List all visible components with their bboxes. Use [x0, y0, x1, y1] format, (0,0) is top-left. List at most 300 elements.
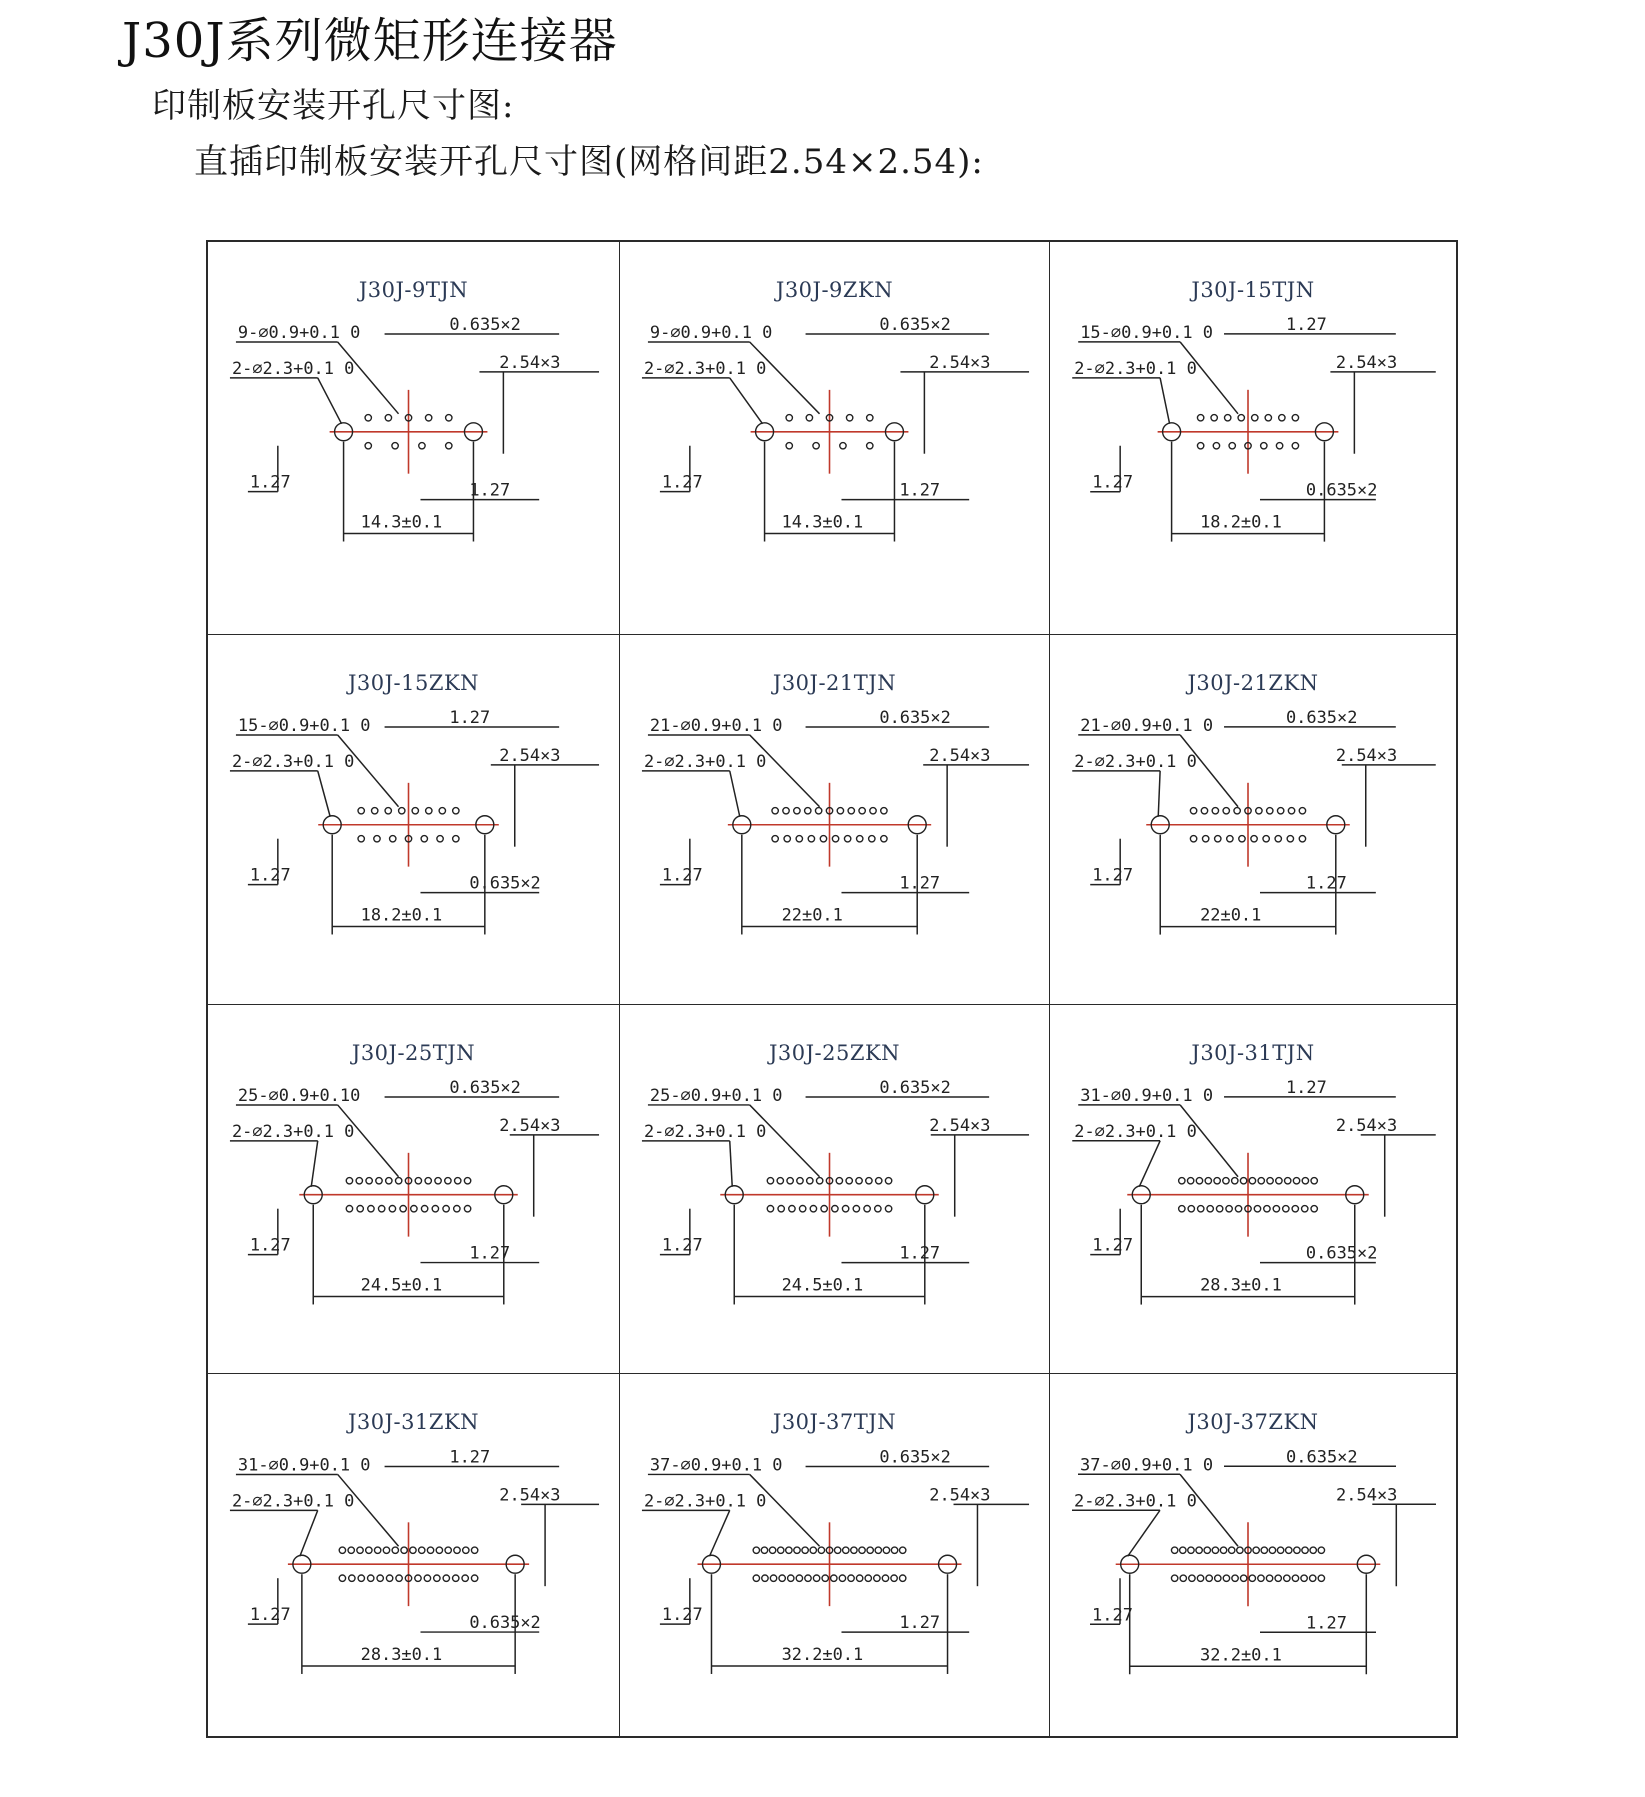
pin-hole [366, 1178, 372, 1184]
model-label: J30J-15ZKN [347, 670, 480, 695]
model-label: J30J-37TJN [772, 1409, 897, 1434]
pin-hole [424, 1575, 430, 1581]
pin-hole [777, 1178, 783, 1184]
pin-hole [1253, 1547, 1259, 1553]
pin-hole [1196, 1547, 1202, 1553]
pin-hole [1235, 1206, 1241, 1212]
pitch-dimension: 0.635×2 [1285, 707, 1358, 728]
leader-line [730, 770, 740, 816]
pin-hole [1264, 1206, 1270, 1212]
model-label: J30J-25TJN [351, 1041, 476, 1066]
pin-hole [439, 807, 445, 813]
pin-hole [1310, 1575, 1316, 1581]
pin-hole [399, 807, 405, 813]
pin-hole-label: 9-⌀0.9+0.1 0 [649, 321, 773, 342]
leader-line [300, 1510, 318, 1556]
mount-hole-label: 2-⌀2.3+0.1 0 [1074, 1121, 1197, 1142]
mount-hole-label: 2-⌀2.3+0.1 0 [643, 357, 767, 378]
model-label: J30J-25ZKN [768, 1041, 901, 1066]
pitch-dimension: 0.635×2 [879, 1445, 951, 1466]
pin-hole [885, 1206, 891, 1212]
pin-hole [358, 807, 364, 813]
pin-hole [1292, 1206, 1298, 1212]
left-offset-dimension: 1.27 [1092, 1604, 1133, 1625]
pin-hole [787, 1178, 793, 1184]
pin-hole [810, 1206, 816, 1212]
mount-hole-label: 2-⌀2.3+0.1 0 [643, 750, 767, 771]
pin-hole [1276, 1178, 1282, 1184]
pin-hole [348, 1547, 354, 1553]
pin-hole [1254, 1206, 1260, 1212]
pin-hole [794, 807, 800, 813]
pin-hole [848, 1575, 854, 1581]
pin-hole [1204, 1547, 1210, 1553]
pin-hole [1292, 415, 1298, 421]
pin-hole [846, 415, 852, 421]
pin-hole [1201, 807, 1207, 813]
pitch-dimension: 1.27 [449, 706, 491, 727]
pin-hole [1225, 415, 1231, 421]
pin-hole [864, 1206, 870, 1212]
pin-hole [432, 1206, 438, 1212]
pin-hole [1206, 1575, 1212, 1581]
leader-line [311, 1141, 317, 1187]
pin-hole [1318, 1547, 1324, 1553]
pin-hole [899, 1575, 905, 1581]
pin-hole [1205, 1178, 1211, 1184]
pin-hole [357, 1547, 363, 1553]
pin-hole [415, 1575, 421, 1581]
pin-hole [1299, 807, 1305, 813]
pin-hole [471, 1547, 477, 1553]
left-offset-dimension: 1.27 [249, 471, 291, 492]
pin-hole-label: 21-⌀0.9+0.1 0 [649, 714, 783, 735]
pin-hole [1267, 1178, 1273, 1184]
overall-dimension: 18.2±0.1 [1200, 512, 1282, 533]
model-label: J30J-15TJN [1191, 278, 1315, 302]
pin-hole [1275, 835, 1281, 841]
diagram-cell [620, 635, 1050, 1006]
pin-hole-label: 31-⌀0.9+0.1 0 [1080, 1085, 1214, 1106]
pin-hole [806, 415, 812, 421]
pin-hole [1229, 1547, 1235, 1553]
pin-hole [891, 1547, 897, 1553]
pin-hole [464, 1206, 470, 1212]
right-offset-dimension: 1.27 [899, 1611, 941, 1632]
pin-hole [851, 1547, 857, 1553]
pin-hole [365, 443, 371, 449]
leader-line [730, 1141, 732, 1187]
pin-hole [1311, 1178, 1317, 1184]
pin-hole [753, 1547, 759, 1553]
pin-hole [1198, 1206, 1204, 1212]
pin-hole [867, 1547, 873, 1553]
overall-dimension: 32.2±0.1 [781, 1643, 864, 1664]
right-offset-dimension: 0.635×2 [469, 872, 541, 893]
pin-hole [1227, 835, 1233, 841]
pin-hole [789, 1206, 795, 1212]
right-offset-dimension: 1.27 [899, 872, 941, 893]
pin-hole [454, 1206, 460, 1212]
leader-line [730, 378, 763, 424]
overall-dimension: 28.3±0.1 [1200, 1275, 1282, 1296]
pin-hole [1294, 1547, 1300, 1553]
pin-hole [856, 1575, 862, 1581]
pin-hole [799, 1206, 805, 1212]
pin-hole [1265, 415, 1271, 421]
pin-hole [1240, 1575, 1246, 1581]
pin-hole [1261, 443, 1267, 449]
pin-hole [1288, 807, 1294, 813]
pin-hole [813, 443, 819, 449]
pin-hole [425, 1178, 431, 1184]
hole-diagram [1050, 635, 1456, 1005]
pin-hole [1238, 415, 1244, 421]
pin-hole [385, 807, 391, 813]
pin-hole [358, 835, 364, 841]
pin-hole [802, 1547, 808, 1553]
pin-hole [383, 1547, 389, 1553]
mount-hole-label: 2-⌀2.3+0.1 0 [231, 750, 355, 771]
row-span-dimension: 2.54×3 [929, 1114, 991, 1135]
pin-hole [786, 1547, 792, 1553]
pin-hole-label: 9-⌀0.9+0.1 0 [237, 322, 361, 343]
pin-hole [1249, 1575, 1255, 1581]
pin-hole [875, 1547, 881, 1553]
pin-hole [411, 1206, 417, 1212]
pin-hole [891, 1575, 897, 1581]
row-span-dimension: 2.54×3 [499, 351, 561, 372]
pin-hole [445, 1547, 451, 1553]
leader-line [1160, 378, 1169, 424]
right-offset-dimension: 1.27 [1305, 873, 1347, 894]
pin-hole [368, 1575, 374, 1581]
right-offset-dimension: 0.635×2 [1305, 480, 1378, 501]
pin-hole [443, 1575, 449, 1581]
right-offset-dimension: 1.27 [899, 479, 941, 500]
row-span-dimension: 2.54×3 [929, 744, 991, 765]
pin-hole [797, 1178, 803, 1184]
pin-hole [796, 1575, 802, 1581]
pin-hole [778, 1547, 784, 1553]
pin-hole [378, 1206, 384, 1212]
pin-hole [767, 1178, 773, 1184]
pin-hole [1240, 1178, 1246, 1184]
pin-hole [831, 1575, 837, 1581]
row-span-dimension: 2.54×3 [499, 1114, 561, 1135]
pin-hole [837, 807, 843, 813]
pin-hole [1239, 835, 1245, 841]
pin-hole [1276, 443, 1282, 449]
pin-hole [1220, 1547, 1226, 1553]
pin-hole [772, 835, 778, 841]
pin-hole [816, 1178, 822, 1184]
hole-diagram [208, 1005, 619, 1372]
pin-hole [805, 807, 811, 813]
pin-hole [885, 1178, 891, 1184]
diagram-cell [208, 635, 620, 1006]
pin-hole [357, 1206, 363, 1212]
pin-hole [761, 1547, 767, 1553]
mount-hole-label: 2-⌀2.3+0.1 0 [643, 1489, 767, 1510]
pin-hole [358, 1575, 364, 1581]
pin-hole [471, 1575, 477, 1581]
left-offset-dimension: 1.27 [661, 1603, 703, 1624]
mount-hole-label: 2-⌀2.3+0.1 0 [643, 1120, 767, 1141]
leader-line [1158, 770, 1160, 816]
pin-hole [401, 1547, 407, 1553]
pin-hole [390, 835, 396, 841]
pin-hole [813, 1575, 819, 1581]
pin-hole [899, 1547, 905, 1553]
pin-hole [779, 1575, 785, 1581]
pin-hole [783, 807, 789, 813]
left-offset-dimension: 1.27 [1092, 865, 1134, 886]
overall-dimension: 22±0.1 [781, 904, 843, 925]
pin-hole [1279, 415, 1285, 421]
diagram-cell [1050, 1005, 1456, 1373]
pin-hole [1251, 835, 1257, 841]
pin-hole [1202, 835, 1208, 841]
pin-hole [1180, 1547, 1186, 1553]
pin-hole [434, 1575, 440, 1581]
pitch-dimension: 1.27 [449, 1445, 491, 1466]
pin-hole [1232, 1178, 1238, 1184]
pin-hole [882, 1575, 888, 1581]
row-span-dimension: 2.54×3 [1335, 745, 1398, 766]
pin-hole [865, 1575, 871, 1581]
pin-hole [842, 1206, 848, 1212]
left-offset-dimension: 1.27 [661, 864, 703, 885]
pin-hole [1215, 835, 1221, 841]
row-span-dimension: 2.54×3 [929, 1483, 991, 1504]
pin-hole [788, 1575, 794, 1581]
diagram-grid [206, 240, 1458, 1738]
pin-hole [464, 1178, 470, 1184]
overall-dimension: 18.2±0.1 [360, 904, 443, 925]
pin-hole [425, 415, 431, 421]
pin-hole [1223, 807, 1229, 813]
pin-hole [1302, 1547, 1308, 1553]
pitch-dimension: 1.27 [1285, 314, 1327, 335]
pin-hole [874, 1575, 880, 1581]
left-offset-dimension: 1.27 [1092, 472, 1134, 493]
pin-hole [876, 1178, 882, 1184]
mount-hole-label: 2-⌀2.3+0.1 0 [231, 1489, 355, 1510]
pin-hole [1261, 1547, 1267, 1553]
overall-dimension: 24.5±0.1 [360, 1274, 443, 1295]
pin-hole [762, 1575, 768, 1581]
pin-hole [453, 807, 459, 813]
leader-line [1139, 1141, 1160, 1187]
pin-hole [859, 1547, 865, 1553]
diagram-cell [1050, 635, 1456, 1006]
model-label: J30J-31TJN [1191, 1041, 1315, 1066]
pin-hole [1277, 1547, 1283, 1553]
pin-hole [1223, 1178, 1229, 1184]
hole-diagram [1050, 1005, 1456, 1372]
leader-line [318, 378, 342, 424]
pin-hole [453, 835, 459, 841]
pin-hole [875, 1206, 881, 1212]
hole-diagram [1050, 242, 1456, 634]
pin-hole [815, 807, 821, 813]
right-offset-dimension: 0.635×2 [1305, 1243, 1378, 1264]
pin-hole [1318, 1575, 1324, 1581]
model-label: J30J-37ZKN [1187, 1409, 1319, 1434]
pin-hole [1188, 1547, 1194, 1553]
pin-hole [356, 1178, 362, 1184]
pin-hole [836, 1178, 842, 1184]
pin-hole [834, 1547, 840, 1553]
left-offset-dimension: 1.27 [661, 1234, 703, 1255]
pin-hole [821, 1206, 827, 1212]
pin-hole [339, 1547, 345, 1553]
pin-hole [881, 835, 887, 841]
pin-hole [883, 1547, 889, 1553]
left-offset-dimension: 1.27 [1092, 1235, 1134, 1256]
pin-hole [1187, 1178, 1193, 1184]
pin-hole [339, 1575, 345, 1581]
pin-hole [772, 807, 778, 813]
pin-hole [349, 1575, 355, 1581]
diagram-cell [208, 1005, 620, 1373]
pin-hole [1234, 807, 1240, 813]
pin-hole [412, 807, 418, 813]
hole-diagram [620, 242, 1049, 634]
pin-hole-label: 31-⌀0.9+0.1 0 [237, 1453, 371, 1474]
pin-hole [867, 415, 873, 421]
pin-hole [1311, 1206, 1317, 1212]
pin-hole [805, 1575, 811, 1581]
pin-hole [377, 1575, 383, 1581]
pin-hole [421, 835, 427, 841]
pin-hole [445, 1178, 451, 1184]
pin-hole [848, 807, 854, 813]
right-offset-dimension: 0.635×2 [469, 1611, 541, 1632]
mount-hole-label: 2-⌀2.3+0.1 0 [1074, 751, 1197, 772]
pin-hole [1275, 1575, 1281, 1581]
pin-hole [786, 443, 792, 449]
pin-hole [1269, 1547, 1275, 1553]
overall-dimension: 14.3±0.1 [781, 511, 864, 532]
pitch-dimension: 0.635×2 [449, 1076, 521, 1097]
row-span-dimension: 2.54×3 [1336, 1484, 1398, 1505]
page-title: J30J系列微矩形连接器 [122, 13, 618, 69]
leader-line [318, 770, 330, 816]
pin-hole-label: 25-⌀0.9+0.1 0 [649, 1084, 783, 1105]
overall-dimension: 32.2±0.1 [1200, 1644, 1282, 1665]
mount-hole-label: 2-⌀2.3+0.1 0 [1074, 358, 1197, 379]
pin-hole [840, 443, 846, 449]
diagram-cell [620, 1374, 1050, 1737]
pin-hole [1293, 1178, 1299, 1184]
pin-hole [769, 1547, 775, 1553]
pin-hole [1212, 1547, 1218, 1553]
pin-hole [844, 835, 850, 841]
model-label: J30J-31ZKN [347, 1409, 480, 1434]
pin-hole [786, 415, 792, 421]
overall-dimension: 22±0.1 [1200, 905, 1262, 926]
right-offset-dimension: 1.27 [469, 479, 511, 500]
pin-hole [1171, 1547, 1177, 1553]
left-offset-dimension: 1.27 [661, 471, 703, 492]
pin-hole [372, 807, 378, 813]
pin-hole [454, 1547, 460, 1553]
pitch-dimension: 1.27 [1285, 1077, 1327, 1098]
pin-hole [436, 1547, 442, 1553]
hole-diagram [208, 242, 619, 634]
pitch-dimension: 0.635×2 [449, 314, 521, 335]
pin-hole [1292, 1575, 1298, 1581]
pin-hole [1277, 807, 1283, 813]
pin-hole-label: 21-⌀0.9+0.1 0 [1080, 715, 1214, 736]
pin-hole [843, 1547, 849, 1553]
pin-hole [421, 1206, 427, 1212]
pin-hole [820, 835, 826, 841]
pin-hole [1223, 1575, 1229, 1581]
pin-hole [455, 1178, 461, 1184]
diagram-cell [208, 1374, 620, 1737]
pin-hole [1258, 1575, 1264, 1581]
pin-hole [437, 835, 443, 841]
pin-hole [1292, 443, 1298, 449]
pin-hole [1197, 415, 1203, 421]
hole-diagram [1050, 1374, 1456, 1737]
row-span-dimension: 2.54×3 [1335, 352, 1398, 373]
pin-hole [1252, 415, 1258, 421]
pin-hole [463, 1547, 469, 1553]
left-offset-dimension: 1.27 [249, 1603, 291, 1624]
pin-hole [386, 1178, 392, 1184]
pin-hole [410, 1547, 416, 1553]
pin-hole-label: 25-⌀0.9+0.10 [237, 1084, 361, 1105]
pitch-dimension: 0.635×2 [879, 706, 951, 727]
pin-hole [1284, 1575, 1290, 1581]
pin-hole [1237, 1547, 1243, 1553]
leader-line [709, 1510, 729, 1556]
pin-hole [1302, 1206, 1308, 1212]
pin-hole [392, 1547, 398, 1553]
overall-dimension: 28.3±0.1 [360, 1643, 443, 1664]
pin-hole [753, 1575, 759, 1581]
section-subtitle: 印制板安装开孔尺寸图: [152, 86, 515, 126]
pin-hole [385, 415, 391, 421]
pin-hole-label: 37-⌀0.9+0.1 0 [1080, 1454, 1214, 1475]
pin-hole [767, 1206, 773, 1212]
pin-hole [1188, 1206, 1194, 1212]
pin-hole [368, 1206, 374, 1212]
pin-hole [1215, 1575, 1221, 1581]
diagram-cell [1050, 1374, 1456, 1737]
diagram-cell [208, 242, 620, 635]
pin-hole [870, 807, 876, 813]
model-label: J30J-21ZKN [1187, 670, 1319, 695]
pitch-dimension: 0.635×2 [879, 314, 951, 335]
pin-hole [446, 443, 452, 449]
hole-diagram [208, 635, 619, 1005]
pin-hole [386, 1575, 392, 1581]
pin-hole-label: 15-⌀0.9+0.1 0 [1080, 322, 1214, 343]
pin-hole [443, 1206, 449, 1212]
pin-hole [1179, 1178, 1185, 1184]
row-span-dimension: 2.54×3 [1335, 1115, 1398, 1136]
pin-hole [376, 1178, 382, 1184]
pin-hole [1249, 1178, 1255, 1184]
pin-hole [1301, 1575, 1307, 1581]
pin-hole [346, 1206, 352, 1212]
pin-hole [346, 1178, 352, 1184]
